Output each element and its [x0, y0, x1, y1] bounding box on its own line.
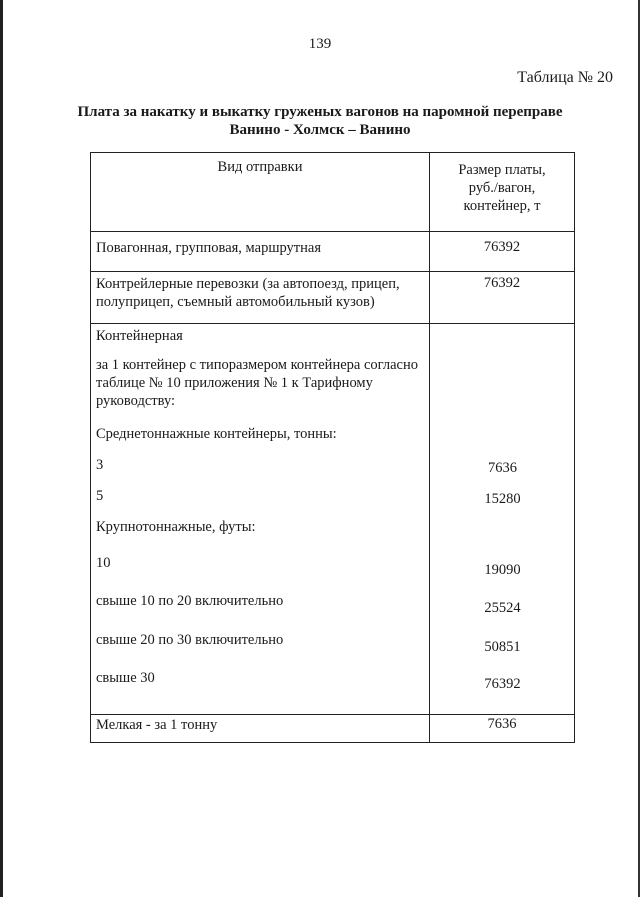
table-header-row [91, 153, 575, 232]
header-shipment-type: Вид отправки [91, 153, 430, 232]
header-fee-line-2: руб./вагон, [468, 180, 536, 196]
row-values-container [430, 324, 575, 715]
row-value-wagon: 76392 [430, 232, 575, 272]
large-size-10: 10 [96, 555, 111, 571]
table-row [91, 272, 575, 324]
container-title: Контейнерная [96, 328, 183, 344]
value-medium-5: 15280 [484, 491, 521, 507]
document-title [40, 103, 600, 139]
row-label-small: Мелкая - за 1 тонну [91, 715, 430, 743]
contrailer-line-2: полуприцеп, съемный автомобильный кузов) [96, 294, 375, 310]
value-large-10-20: 25524 [484, 600, 521, 616]
value-large-over-30: 76392 [484, 676, 521, 692]
title-line-2: Ванино - Холмск – Ванино [229, 122, 411, 138]
large-size-10-20: свыше 10 по 20 включительно [96, 593, 284, 609]
container-note-line-2: таблице № 10 приложения № 1 к Тарифному [96, 375, 373, 391]
table-label: Таблица № 20 [517, 69, 613, 86]
page-number: 139 [308, 36, 332, 52]
tariff-table [90, 152, 575, 743]
row-value-small: 7636 [430, 715, 575, 743]
table-row-container [91, 324, 575, 715]
header-fee-line-1: Размер платы, [458, 162, 546, 178]
medium-size-3: 3 [96, 457, 104, 473]
value-medium-3: 7636 [488, 460, 517, 476]
large-heading: Крупнотоннажные, футы: [96, 519, 256, 535]
large-size-over-30: свыше 30 [96, 670, 155, 686]
container-note-line-3: руководству: [96, 393, 176, 409]
value-large-20-30: 50851 [484, 639, 521, 655]
container-note-line-1: за 1 контейнер с типоразмером контейнера согласно [96, 357, 418, 373]
large-size-20-30: свыше 20 по 30 включительно [96, 632, 284, 648]
medium-size-5: 5 [96, 488, 104, 504]
title-line-1: Плата за накатку и выкатку груженых вагонов на паромной переправе [77, 104, 563, 120]
table-row [91, 715, 575, 743]
row-label-contrailer [91, 272, 430, 324]
contrailer-line-1: Контрейлерные перевозки (за автопоезд, прицеп, [96, 276, 400, 292]
row-value-contrailer: 76392 [430, 272, 575, 324]
scan-edge-left [0, 0, 3, 897]
header-fee [430, 153, 575, 232]
table-row [91, 232, 575, 272]
row-label-container [91, 324, 430, 715]
medium-heading: Среднетоннажные контейнеры, тонны: [96, 426, 337, 442]
header-fee-line-3: контейнер, т [463, 198, 541, 214]
container-note [96, 356, 418, 410]
value-large-10: 19090 [484, 562, 521, 578]
row-label-wagon: Повагонная, групповая, маршрутная [91, 232, 430, 272]
